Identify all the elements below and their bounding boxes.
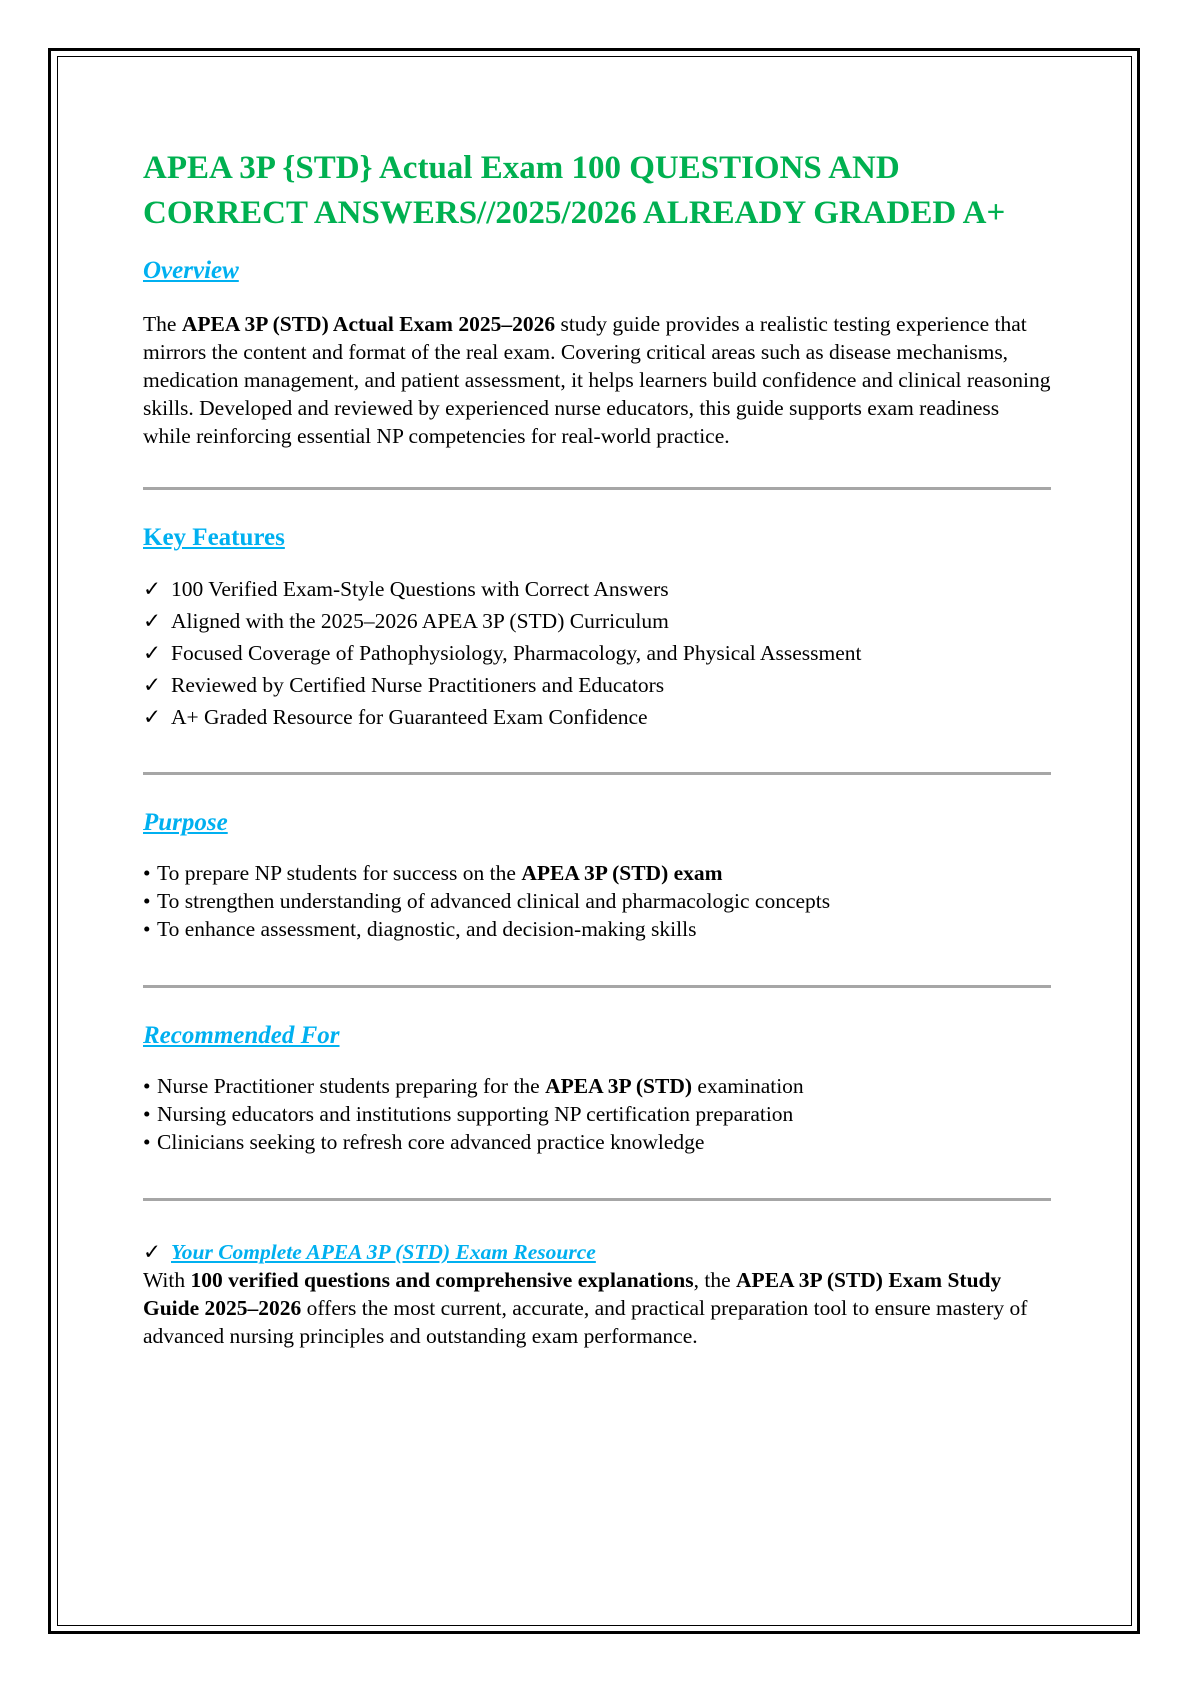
check-icon: ✓ (143, 705, 162, 729)
check-icon: ✓ (143, 577, 162, 601)
resource-heading (143, 1238, 1051, 1266)
check-icon: ✓ (143, 673, 162, 697)
list-item: ✓ A+ Graded Resource for Guaranteed Exam Confidence (143, 701, 1051, 733)
bullet-icon: • (143, 917, 151, 941)
purpose-list (143, 859, 1051, 943)
list-item: • Nursing educators and institutions supporting NP certification preparation (143, 1102, 794, 1126)
check-icon: ✓ (143, 609, 162, 633)
key-features-list (143, 573, 1051, 733)
overview-heading[interactable]: Overview (143, 257, 239, 284)
bullet-icon: • (143, 861, 151, 885)
check-icon: ✓ (143, 1240, 162, 1264)
bullet-icon: • (143, 1130, 151, 1154)
list-item: • Clinicians seeking to refresh core advanced practice knowledge (143, 1130, 705, 1154)
list-item: • To prepare NP students for success on the APEA 3P (STD) exam (143, 861, 723, 885)
document-content (143, 146, 1051, 1350)
overview-paragraph: The APEA 3P (STD) Actual Exam 2025–2026 study guide provides a realistic testing experience that mirrors the content and format of the real exam. Covering critical areas such as disease mechanisms, medication management, and patient assessment, it helps learners build confidence and clinical reasoning skills. Developed and reviewed by experienced nurse educators, this guide supports exam readiness while reinforcing essential NP competencies for real-world practice. (143, 312, 1051, 448)
recommended-heading[interactable]: Recommended For (143, 1022, 340, 1049)
list-item: ✓ Focused Coverage of Pathophysiology, Pharmacology, and Physical Assessment (143, 637, 1051, 669)
bullet-icon: • (143, 1102, 151, 1126)
resource-link[interactable]: Your Complete APEA 3P (STD) Exam Resource (171, 1240, 596, 1264)
list-item: ✓ Reviewed by Certified Nurse Practitioners and Educators (143, 669, 1051, 701)
list-item: • To strengthen understanding of advanced clinical and pharmacologic concepts (143, 889, 831, 913)
bullet-icon: • (143, 889, 151, 913)
resource-paragraph: With 100 verified questions and comprehensive explanations, the APEA 3P (STD) Exam Study Guide 2025–2026 offers the most current, accurate, and practical preparation tool to ensure mastery of advanced nursing principles and outstanding exam performance. (143, 1268, 1028, 1348)
document-title: APEA 3P {STD} Actual Exam 100 QUESTIONS AND CORRECT ANSWERS//2025/2026 ALREADY GRADED A+ (143, 150, 1006, 231)
list-item: • Nurse Practitioner students preparing for the APEA 3P (STD) examination (143, 1074, 804, 1098)
list-item: ✓ 100 Verified Exam-Style Questions with Correct Answers (143, 573, 1051, 605)
key-features-heading[interactable]: Key Features (143, 524, 285, 551)
purpose-heading[interactable]: Purpose (143, 809, 228, 836)
check-icon: ✓ (143, 641, 162, 665)
bullet-icon: • (143, 1074, 151, 1098)
list-item: • To enhance assessment, diagnostic, and decision-making skills (143, 917, 697, 941)
recommended-list (143, 1072, 1051, 1156)
list-item: ✓ Aligned with the 2025–2026 APEA 3P (STD) Curriculum (143, 605, 1051, 637)
